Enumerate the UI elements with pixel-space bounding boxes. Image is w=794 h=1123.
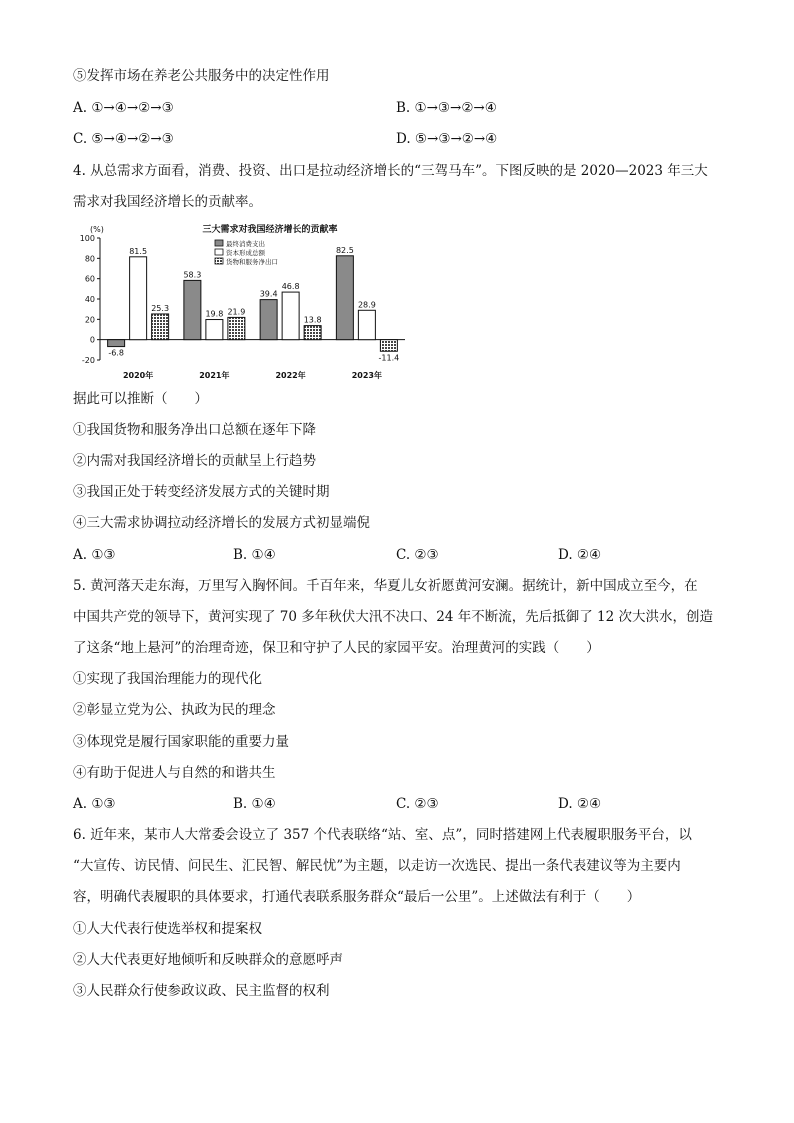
x-tick-label: 2021年 [199, 371, 230, 380]
export-value-label: 25.3 [151, 303, 170, 313]
capital-bar [282, 292, 299, 340]
chart-title: 三大需求对我国经济增长的贡献率 [202, 225, 338, 235]
q6-stem-line-2: “大宣传、访民情、问民生、汇民智、解民忧”为主题，以走访一次选民、提出一条代表建议等为主要内 [73, 858, 681, 874]
q3-option-c: C. ⑤→④→②→③ [73, 131, 174, 147]
export-bar [380, 340, 397, 352]
q6-item-3: ③人民群众行使参政议政、民主监督的权利 [73, 983, 330, 999]
y-tick-label: 80 [84, 254, 95, 264]
y-tick-label: 60 [84, 274, 95, 284]
q6-item-1: ①人大代表行使选举权和提案权 [73, 921, 262, 937]
consumption-bar [260, 300, 277, 340]
capital-bar [358, 310, 375, 339]
q3-option-a: A. ①→④→②→③ [73, 100, 174, 116]
export-value-label: 21.9 [227, 307, 246, 317]
q4-option-c: C. ②③ [396, 547, 439, 563]
q5-stem-line-3: 了这条“地上悬河”的治理奇迹，保卫和守护了人民的家园平安。治理黄河的实践（ ） [73, 640, 600, 656]
q4-item-1: ①我国货物和服务净出口总额在逐年下降 [73, 422, 316, 438]
q4-stem-line-2: 需求对我国经济增长的贡献率。 [73, 194, 262, 210]
y-tick-label: 100 [79, 234, 95, 243]
contribution-bar-chart [70, 218, 415, 383]
export-value-label: 13.8 [303, 315, 322, 325]
q5-option-c: C. ②③ [396, 796, 439, 812]
y-tick-label: 40 [84, 295, 95, 304]
q4-option-a: A. ①③ [73, 547, 116, 563]
capital-value-label: 19.8 [205, 309, 224, 319]
q3-option-d: D. ⑤→③→②→④ [396, 131, 498, 147]
q5-option-a: A. ①③ [73, 796, 116, 812]
export-bar [304, 326, 321, 340]
q5-item-3: ③体现党是履行国家职能的重要力量 [73, 734, 289, 750]
y-tick-label: 0 [89, 335, 95, 345]
capital-value-label: 81.5 [129, 246, 148, 256]
export-bar [152, 314, 169, 340]
legend-label: 资本形成总额 [226, 249, 265, 257]
q5-option-d: D. ②④ [558, 796, 602, 812]
q4-stem-line-1: 4. 从总需求方面看，消费、投资、出口是拉动经济增长的“三驾马车”。下图反映的是 2020—2023 年三大 [73, 163, 708, 179]
capital-bar [206, 320, 223, 340]
capital-value-label: 46.8 [281, 282, 300, 292]
q3-item-5: ⑤发挥市场在养老公共服务中的决定性作用 [73, 68, 330, 84]
x-tick-label: 2022年 [275, 371, 306, 380]
q3-option-b: B. ①→③→②→④ [396, 100, 497, 116]
consumption-bar [108, 340, 125, 347]
consumption-value-label: -6.8 [108, 348, 124, 358]
legend-label: 货物和服务净出口 [226, 258, 278, 266]
legend-swatch [215, 240, 223, 246]
q6-item-2: ②人大代表更好地倾听和反映群众的意愿呼声 [73, 952, 343, 968]
legend-swatch [215, 258, 223, 264]
q4-item-2: ②内需对我国经济增长的贡献呈上行趋势 [73, 453, 316, 469]
q6-stem-line-1: 6. 近年来，某市人大常委会设立了 357 个代表联络“站、室、点”，同时搭建网上代表履职服务平台，以 [73, 827, 692, 843]
q5-item-4: ④有助于促进人与自然的和谐共生 [73, 765, 276, 781]
consumption-value-label: 39.4 [259, 289, 278, 299]
q5-item-1: ①实现了我国治理能力的现代化 [73, 671, 262, 687]
consumption-value-label: 82.5 [335, 245, 354, 255]
q6-stem-line-3: 容，明确代表履职的具体要求，打通代表联系服务群众“最后一公里”。上述做法有利于（ ） [73, 889, 641, 905]
consumption-bar [336, 256, 353, 340]
q5-option-b: B. ①④ [233, 796, 276, 812]
export-value-label: -11.4 [378, 353, 400, 363]
q5-stem-line-2: 中国共产党的领导下，黄河实现了 70 多年秋伏大汛不决口、24 年不断流，先后抵御了 12 次大洪水，创造 [73, 609, 713, 625]
x-tick-label: 2020年 [122, 371, 154, 380]
q4-item-3: ③我国正处于转变经济发展方式的关键时期 [73, 484, 330, 500]
y-tick-label: -20 [81, 356, 95, 365]
q4-item-4: ④三大需求协调拉动经济增长的发展方式初显端倪 [73, 515, 370, 531]
export-bar [228, 317, 245, 339]
consumption-bar [184, 280, 201, 339]
q5-item-2: ②彰显立党为公、执政为民的理念 [73, 702, 276, 718]
y-axis-unit: (%) [90, 225, 104, 234]
x-tick-label: 2023年 [351, 371, 383, 380]
q5-stem-line-1: 5. 黄河落天走东海，万里写入胸怀间。千百年来，华夏儿女祈愿黄河安澜。据统计，新中国成立至今，在 [73, 578, 698, 594]
capital-value-label: 28.9 [357, 300, 376, 310]
consumption-value-label: 58.3 [183, 270, 202, 280]
legend-swatch [215, 249, 223, 255]
q4-question: 据此可以推断（ ） [73, 391, 208, 407]
y-tick-label: 20 [84, 315, 95, 325]
q4-option-d: D. ②④ [558, 547, 602, 563]
legend-label: 最终消费支出 [226, 240, 265, 248]
q4-option-b: B. ①④ [233, 547, 276, 563]
capital-bar [130, 257, 147, 340]
